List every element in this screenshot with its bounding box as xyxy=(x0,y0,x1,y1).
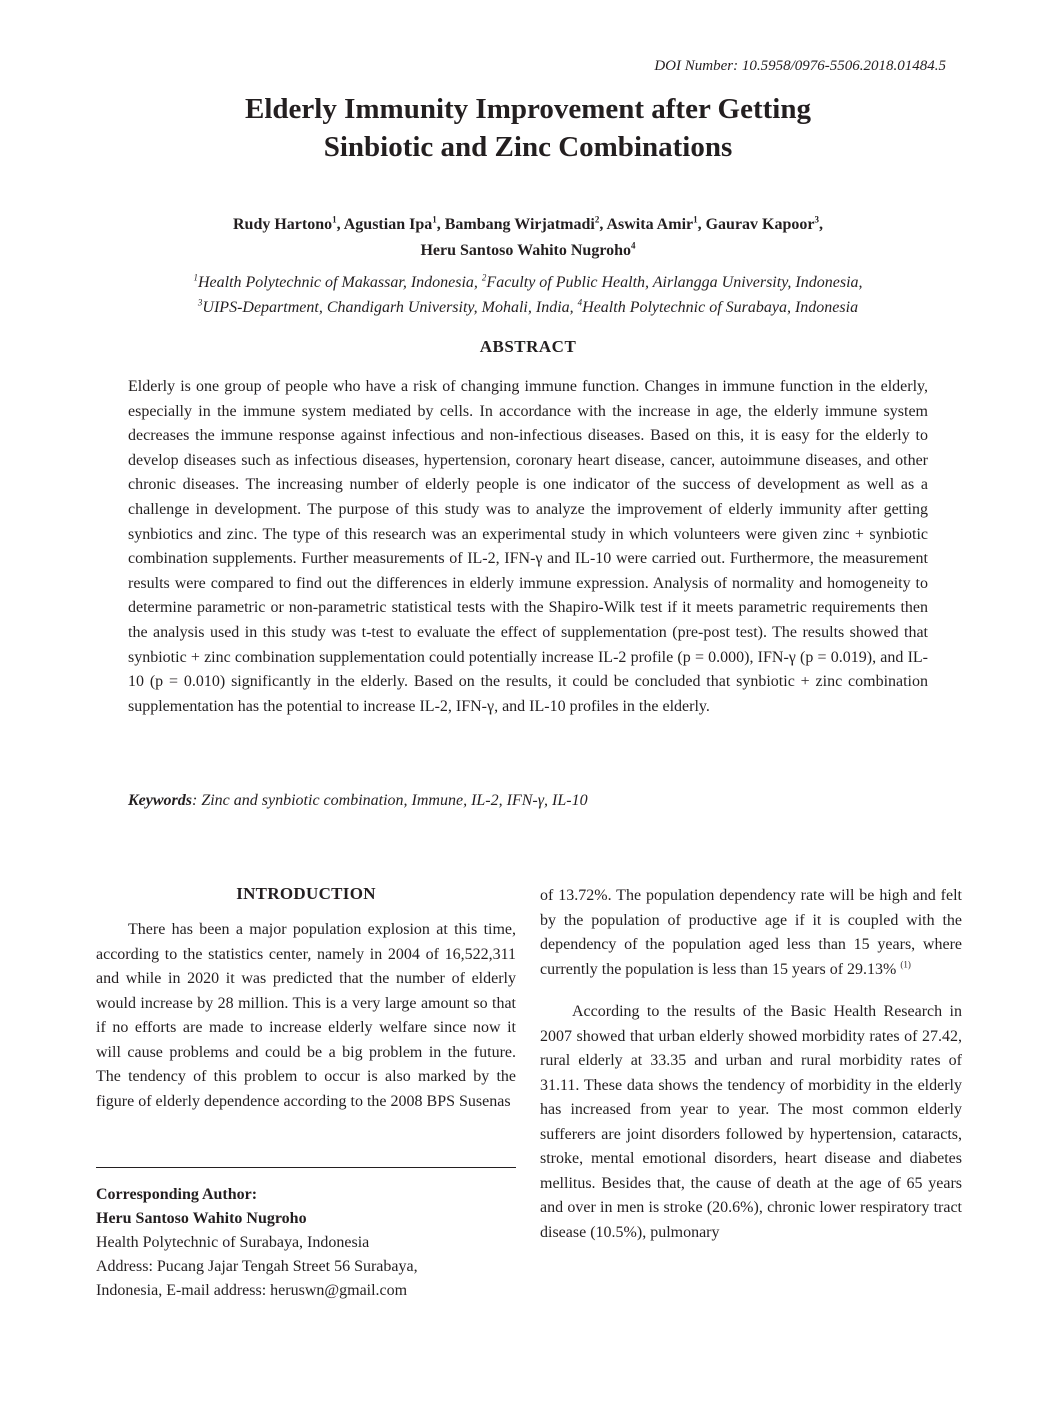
author-name: Bambang Wirjatmadi xyxy=(444,216,595,233)
citation-reference: (1) xyxy=(900,959,911,970)
corresponding-author-heading: Corresponding Author: xyxy=(96,1186,258,1203)
author-affiliation-mark: 4 xyxy=(631,240,636,251)
left-column xyxy=(96,884,516,1114)
keywords xyxy=(128,792,928,810)
affiliation-mark: 1 xyxy=(193,272,198,283)
introduction-paragraph-1: There has been a major population explosion at this time, according to the statistics center, namely in 2004 of 16,522,311 and while in 2020 it was predicted that the number of elderly would increase by 28 million. This is a very large amount so that if no efforts are made to increase elderly welfare since now it will cause problems and could be a big problem in the future. The tendency of this problem to occur is also marked by the figure of elderly dependence according to the 2008 BPS Susenas xyxy=(96,921,516,1110)
corresponding-author-name: Heru Santoso Wahito Nugroho xyxy=(96,1210,307,1227)
title-line-1: Elderly Immunity Improvement after Getting xyxy=(245,93,811,125)
corresponding-author-institution: Health Polytechnic of Surabaya, Indonesia xyxy=(96,1234,370,1251)
doi-number: DOI Number: 10.5958/0976-5506.2018.01484.5 xyxy=(654,58,946,74)
author-name: Heru Santoso Wahito Nugroho xyxy=(420,242,632,259)
author-name: Agustian Ipa xyxy=(343,216,433,233)
paragraph-2-text: of 13.72%. The population dependency rate will be high and felt by the population of productive age if it is coupled with the dependency of the population aged less than 15 years, where currently the population is less than 15 years of 29.13% xyxy=(540,887,962,978)
author-line-1 xyxy=(0,212,1056,238)
affiliation-text: UIPS-Department, Chandigarh University, Mohali, India, xyxy=(202,299,578,316)
author-name: Gaurav Kapoor xyxy=(705,216,815,233)
affiliation-mark: 3 xyxy=(197,297,203,308)
affiliation-mark: 4 xyxy=(577,297,583,308)
right-column xyxy=(540,884,962,1245)
author-affiliation-mark: 2 xyxy=(594,214,600,225)
author-affiliation-mark: 3 xyxy=(814,214,819,225)
corresponding-author-address: Address: Pucang Jajar Tengah Street 56 Surabaya, xyxy=(96,1258,418,1275)
author-affiliation-mark: 1 xyxy=(332,214,337,225)
introduction-paragraph-2 xyxy=(540,884,962,982)
author-separator: , xyxy=(336,216,344,233)
author-separator: , xyxy=(819,216,823,233)
abstract-text: Elderly is one group of people who have a risk of changing immune function. Changes in immune function in the elderly, especially in the immune system mediated by cells. In accordance with the increase in age, the elderly immune system decreases the immune response against infectious and non-infectious diseases. Based on this, it is easy for the elderly to develop diseases such as infectious diseases, hypertension, coronary heart disease, cancer, autoimmune diseases, and other chronic diseases. The increasing number of elderly people is one indicator of the success of development as well as a challenge in development. The purpose of this study was to analyze the improvement of elderly immunity after getting synbiotics and zinc. The type of this research was an experimental study in which volunteers were given zinc + synbiotic combination supplements. Further measurements of IL-2, IFN-γ and IL-10 were carried out. Furthermore, the measurement results were compared to find out the differences in elderly immune expression. Analysis of normality and homogeneity to determine parametric or non-parametric statistical tests with the Shapiro-Wilk test if it meets parametric requirements then the analysis used in this study was t-test to evaluate the effect of supplementation (pre-post test). The results showed that synbiotic + zinc combination supplementation could potentially increase IL-2 profile (p = 0.000), IFN-γ (p = 0.019), and IL-10 (p = 0.010) significantly in the elderly. Based on the results, it could be concluded that synbiotic + zinc combination supplementation has the potential to increase IL-2, IFN-γ, and IL-10 profiles in the elderly. xyxy=(128,378,928,715)
introduction-paragraph-3: According to the results of the Basic Health Research in 2007 showed that urban elderly showed morbidity rates of 27.42, rural elderly at 33.35 and urban and rural morbidity rates of 31.11. These data shows the tendency of morbidity in the elderly has increased from year to year. The most common elderly sufferers are joint disorders followed by hypertension, cataracts, stroke, mental emotional disorders, heart disease and diabetes mellitus. Besides that, the cause of death at the age of 65 years and over in men is stroke (20.6%), chronic lower respiratory tract disease (10.5%), pulmonary xyxy=(540,1003,962,1241)
author-affiliation-mark: 1 xyxy=(693,214,698,225)
affiliation-mark: 2 xyxy=(481,272,487,283)
footnote-divider xyxy=(96,1167,516,1168)
author-separator: , xyxy=(697,216,706,233)
paper-title xyxy=(0,90,1056,166)
abstract-heading: ABSTRACT xyxy=(479,337,577,356)
title-line-2: Sinbiotic and Zinc Combinations xyxy=(323,131,733,163)
affiliation-line-2 xyxy=(0,295,1056,320)
author-name: Rudy Hartono xyxy=(233,216,333,233)
author-separator: , xyxy=(436,216,445,233)
affiliations xyxy=(0,270,1056,320)
author-separator: , xyxy=(599,216,607,233)
affiliation-text: Health Polytechnic of Surabaya, Indonesia xyxy=(582,299,859,316)
author-line-2 xyxy=(0,238,1056,264)
affiliation-line-1 xyxy=(0,270,1056,295)
corresponding-author-email: Indonesia, E-mail address: heruswn@gmail.com xyxy=(96,1282,408,1299)
author-affiliation-mark: 1 xyxy=(432,214,437,225)
keywords-label: Keywords xyxy=(128,792,192,809)
corresponding-author xyxy=(96,1183,516,1303)
affiliation-text: Health Polytechnic of Makassar, Indonesia, xyxy=(197,274,482,291)
affiliation-text: Faculty of Public Health, Airlangga University, Indonesia, xyxy=(486,274,863,291)
author-list xyxy=(0,212,1056,264)
keywords-text: : Zinc and synbiotic combination, Immune, IL-2, IFN-γ, IL-10 xyxy=(192,792,588,809)
author-name: Aswita Amir xyxy=(606,216,694,233)
introduction-heading: INTRODUCTION xyxy=(236,884,376,903)
